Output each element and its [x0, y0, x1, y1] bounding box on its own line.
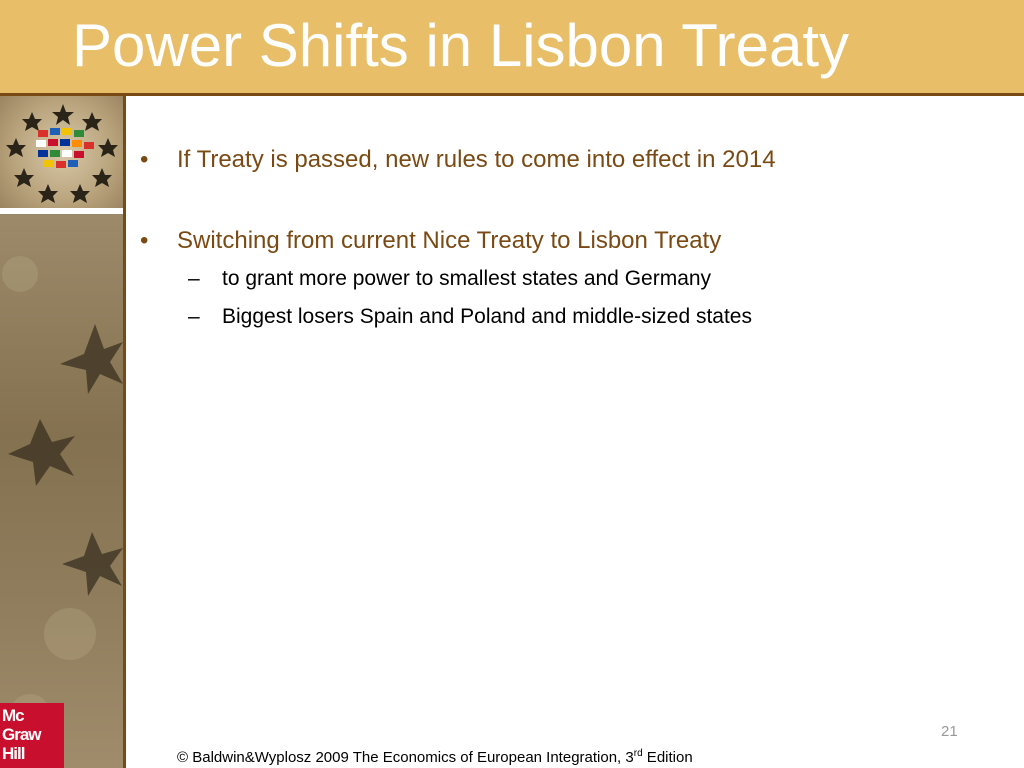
footer-edition: Edition — [642, 749, 693, 766]
sub-bullet-marker: – — [188, 267, 200, 290]
footer-superscript: rd — [633, 748, 643, 759]
footer-text: © Baldwin&Wyplosz 2009 The Economics of European Integration, 3 — [177, 749, 634, 766]
sub-bullet-marker: – — [188, 305, 200, 328]
bullet-marker: • — [140, 146, 149, 173]
sand-stars-image — [0, 214, 123, 768]
sub-bullet-text: to grant more power to smallest states and Germany — [222, 267, 712, 290]
logo-line: Mc — [2, 706, 24, 725]
page-number: 21 — [941, 723, 958, 740]
logo-line: Graw — [2, 725, 41, 744]
copyright-footer — [177, 748, 693, 766]
slide-title: Power Shifts in Lisbon Treaty — [72, 12, 850, 79]
bullet-marker: • — [140, 227, 149, 254]
mcgraw-hill-logo — [0, 703, 64, 768]
bullet-text: If Treaty is passed, new rules to come into effect in 2014 — [177, 146, 776, 173]
logo-line: Hill — [2, 744, 25, 763]
slide-header — [0, 0, 1024, 96]
left-panel-border — [123, 96, 126, 768]
sub-bullet-text: Biggest losers Spain and Poland and middle-sized states — [222, 305, 752, 328]
bullet-text: Switching from current Nice Treaty to Lisbon Treaty — [177, 227, 722, 254]
eu-flags-circle-icon — [0, 96, 126, 211]
